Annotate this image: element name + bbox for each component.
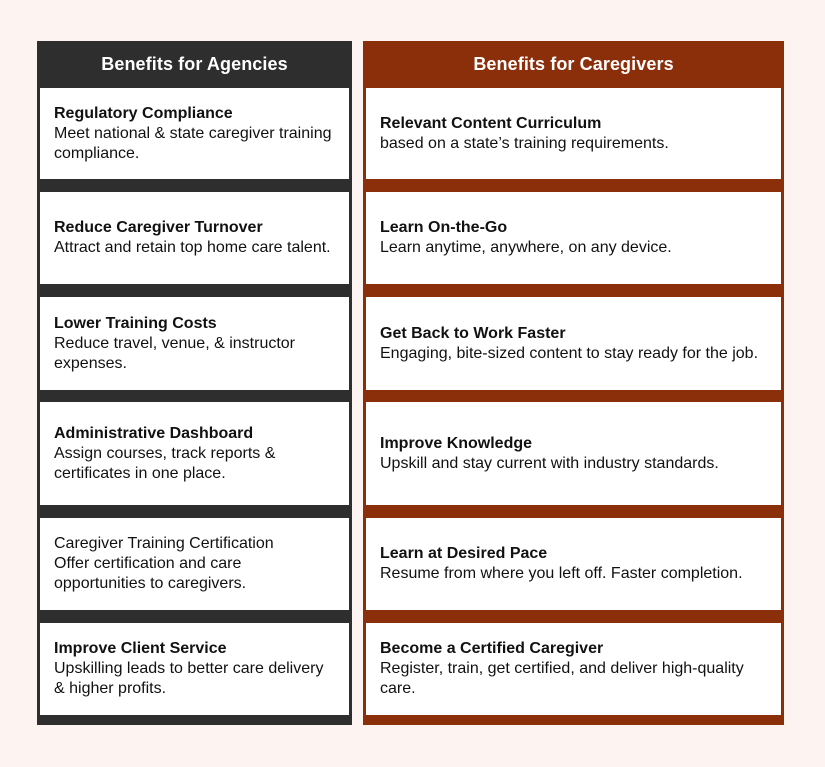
benefit-description: Offer certification and care opportunities to caregivers. xyxy=(54,555,247,592)
agency-benefit-card xyxy=(40,402,349,505)
benefit-description: Meet national & state caregiver training compliance. xyxy=(54,124,332,162)
benefit-title: Administrative Dashboard xyxy=(54,424,254,442)
benefit-title: Improve Knowledge xyxy=(380,434,533,452)
benefit-description: Assign courses, track reports & certificates in one place. xyxy=(54,444,276,482)
caregivers-header: Benefits for Caregivers xyxy=(473,53,674,74)
benefit-title: Caregiver Training Certification xyxy=(54,535,274,552)
caregivers-column xyxy=(363,41,784,725)
benefit-title: Learn On-the-Go xyxy=(380,219,508,236)
benefit-description: Engaging, bite-sized content to stay ready for the job. xyxy=(380,344,759,362)
benefit-title: Get Back to Work Faster xyxy=(380,324,566,342)
benefit-title: Regulatory Compliance xyxy=(54,104,233,122)
benefit-title: Become a Certified Caregiver xyxy=(380,640,604,657)
caregiver-benefit-card xyxy=(366,297,781,390)
agency-benefit-card xyxy=(40,192,349,284)
caregiver-benefit-card xyxy=(366,192,781,284)
benefit-description: Resume from where you left off. Faster completion. xyxy=(380,565,743,582)
benefit-description: Upskilling leads to better care delivery & higher profits. xyxy=(54,660,324,697)
benefit-description: Register, train, get certified, and deliver high-quality care. xyxy=(380,660,744,697)
caregiver-benefit-card xyxy=(366,518,781,610)
benefit-title: Learn at Desired Pace xyxy=(380,545,548,562)
benefit-description: Attract and retain top home care talent. xyxy=(54,239,331,256)
agencies-column xyxy=(37,41,352,725)
caregiver-benefit-card xyxy=(366,402,781,505)
agency-benefit-card xyxy=(40,518,349,610)
agency-benefit-card xyxy=(40,88,349,179)
caregiver-benefit-card xyxy=(366,88,781,179)
agency-benefit-card xyxy=(40,623,349,715)
caregiver-benefit-card xyxy=(366,623,781,715)
benefit-description: Upskill and stay current with industry standards. xyxy=(380,454,719,472)
benefit-title: Lower Training Costs xyxy=(54,314,217,332)
benefit-title: Relevant Content Curriculum xyxy=(380,114,602,132)
benefit-description: based on a state’s training requirements. xyxy=(380,134,669,152)
benefit-title: Reduce Caregiver Turnover xyxy=(54,219,263,236)
agency-benefit-card xyxy=(40,297,349,390)
agencies-header: Benefits for Agencies xyxy=(101,53,288,74)
benefit-description: Reduce travel, venue, & instructor expenses. xyxy=(54,334,296,372)
benefit-title: Improve Client Service xyxy=(54,640,227,657)
benefit-description: Learn anytime, anywhere, on any device. xyxy=(380,239,672,256)
